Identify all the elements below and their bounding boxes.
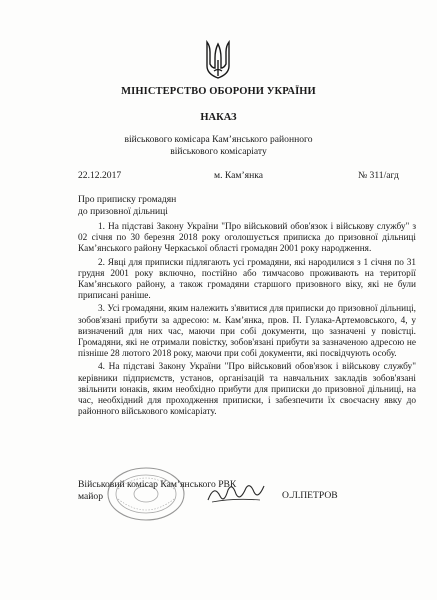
signatory-name: О.Л.ПЕТРОВ xyxy=(282,490,338,501)
issuer-line: військового комісара Кам’янського районного xyxy=(124,134,313,145)
order-date: 22.12.2017 xyxy=(78,170,122,181)
paragraph-1: 1. На підставі Закону України "Про військовий обов'язок і військову службу" з 02 січня по 30 березня 2018 року оголошується приписка до призовної дільниці Кам’янського району Черкаської області громадян 2001 року народження. xyxy=(78,222,416,255)
order-body xyxy=(78,222,416,420)
ministry-heading: МІНІСТЕРСТВО ОБОРОНИ УКРАЇНИ xyxy=(121,86,316,97)
paragraph-2: 2. Явці для приписки підлягають усі громадяни, які народилися з 1 січня по 31 грудня 2001 року включно, постійно або тимчасово проживають на території Кам’янського району, а також громадяни старшого призовного віку, які не були приписані раніше. xyxy=(78,257,416,302)
rank-line: майор xyxy=(78,490,103,502)
issuer-block xyxy=(100,134,337,157)
issuer-line: військового комісаріату xyxy=(170,145,267,157)
trident-emblem-icon xyxy=(204,40,232,80)
order-subject xyxy=(78,194,278,217)
subject-line: до призовної дільниці xyxy=(78,205,168,217)
order-place: м. Кам’янка xyxy=(214,170,263,181)
order-title: НАКАЗ xyxy=(200,112,237,123)
paragraph-4: 4. На підставі Закону України "Про військовий обов'язок і військову службу" керівники підприємств, установ, організацій та навчальних закладів зобов'язані звільнити юнаків, яким необхідно прибути для приписки до призовної дільниці, на час, необхідний для проходження приписки, і забезпечити їх своєчасну явку до районного військового комісаріату. xyxy=(78,362,416,418)
paragraph-3: 3. Усі громадяни, яким належить з'явитися для приписки до призовної дільниці, зобов'язані прибути за адресою: м. Кам’янка, пров. П. Гулака-Артемовського, 4, у визначений для них час, маючи при собі документи, що зазначені у повістці. Громадяни, які не отримали повістку, зобов'язані прибути за зазначеною адресою не пізніше 28 лютого 2018 року, маючи при собі документи, які посвідчують особу. xyxy=(78,304,416,360)
order-number: № 311/агд xyxy=(358,170,399,181)
subject-line: Про приписку громадян xyxy=(78,194,177,205)
position-line: Військовий комісар Кам’янського РВК xyxy=(78,479,237,490)
